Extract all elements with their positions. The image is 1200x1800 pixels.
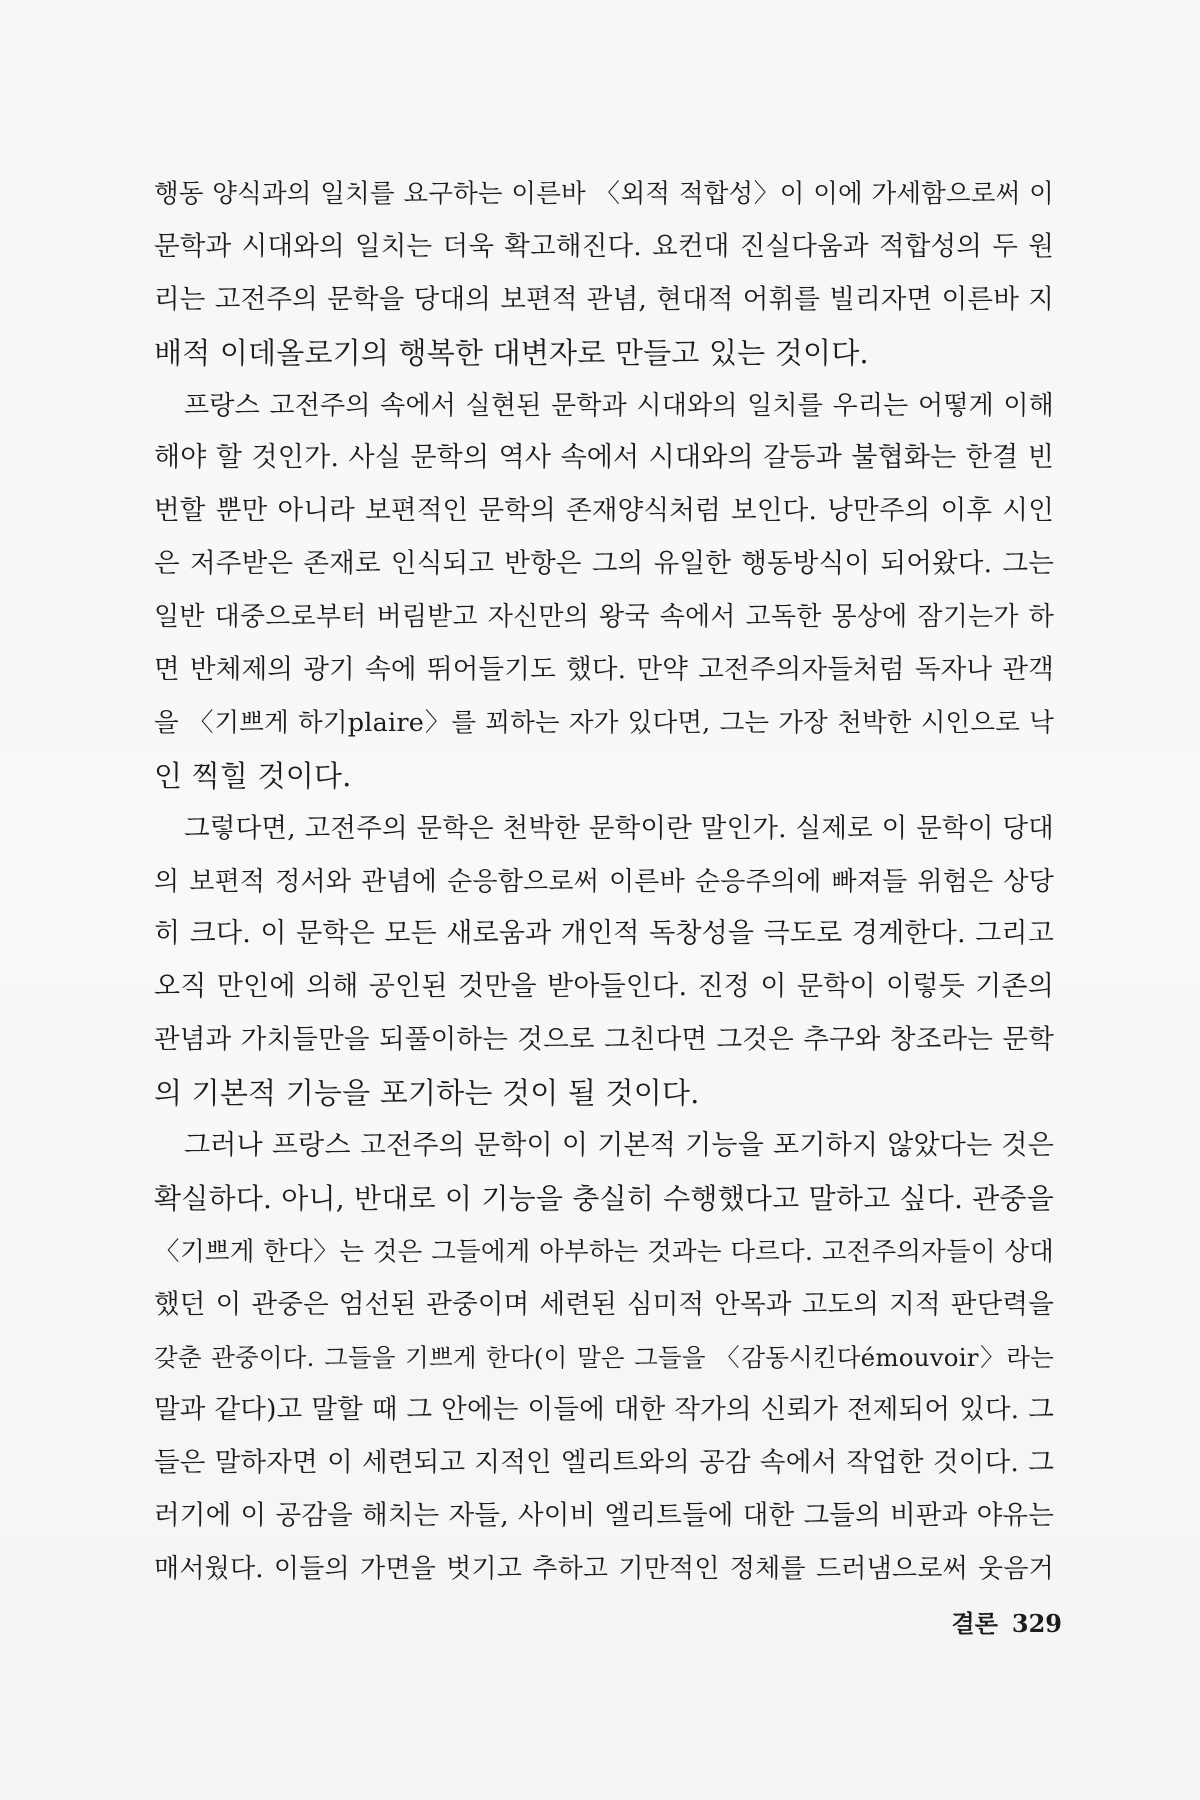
text-line: 을 〈기쁘게 하기plaire〉를 꾀하는 자가 있다면, 그는 가장 천박한 시인으로 낙 [154,707,1054,738]
body-text [154,168,1054,1596]
text-line: 그러나 프랑스 고전주의 문학이 이 기본적 기능을 포기하지 않았다는 것은 [184,1130,1054,1162]
text-line: 러기에 이 공감을 해치는 자들, 사이비 엘리트들에 대한 그들의 비판과 야유는 [154,1500,1054,1532]
section-title: 결론 [951,1609,998,1638]
text-line: 일반 대중으로부터 버림받고 자신만의 왕국 속에서 고독한 몽상에 잠기는가 하 [154,602,1054,633]
text-line: 〈기쁘게 한다〉는 것은 그들에게 아부하는 것과는 다르다. 고전주의자들이 상대 [154,1236,1054,1267]
text-line: 했던 이 관중은 엄선된 관중이며 세련된 심미적 안목과 고도의 지적 판단력을 [154,1288,1054,1320]
text-line: 문학과 시대와의 일치는 더욱 확고해진다. 요컨대 진실다움과 적합성의 두 원 [154,230,1054,262]
text-line: 해야 할 것인가. 사실 문학의 역사 속에서 시대와의 갈등과 불협화는 한결 빈 [154,442,1054,474]
text-line: 의 기본적 기능을 포기하는 것이 될 것이다. [154,1076,700,1111]
text-line: 번할 뿐만 아니라 보편적인 문학의 존재양식처럼 보인다. 낭만주의 이후 시인 [154,495,1054,527]
text-line: 리는 고전주의 문학을 당대의 보편적 관념, 현대적 어휘를 빌리자면 이른바 지 [154,283,1054,315]
text-line: 의 보편적 정서와 관념에 순응함으로써 이른바 순응주의에 빠져들 위험은 상당 [154,866,1054,897]
text-line: 그렇다면, 고전주의 문학은 천박한 문학이란 말인가. 실제로 이 문학이 당대 [184,812,1054,844]
text-line: 관념과 가치들만을 되풀이하는 것으로 그친다면 그것은 추구와 창조라는 문학 [154,1024,1054,1056]
text-line: 프랑스 고전주의 속에서 실현된 문학과 시대와의 일치를 우리는 어떻게 이해 [184,390,1054,421]
text-line: 은 저주받은 존재로 인식되고 반항은 그의 유일한 행동방식이 되어왔다. 그는 [154,548,1054,580]
text-line: 인 찍힐 것이다. [154,758,352,793]
text-line: 들은 말하자면 이 세련되고 지적인 엘리트와의 공감 속에서 작업한 것이다. 그 [154,1447,1054,1479]
text-line: 히 크다. 이 문학은 모든 새로움과 개인적 독창성을 극도로 경계한다. 그리고 [154,918,1054,950]
text-line: 확실하다. 아니, 반대로 이 기능을 충실히 수행했다고 말하고 싶다. 관중을 [154,1181,1054,1215]
text-line: 오직 만인에 의해 공인된 것만을 받아들인다. 진정 이 문학이 이렇듯 기존의 [154,971,1054,1003]
page-number: 329 [1011,1609,1062,1638]
text-line: 배적 이데올로기의 행복한 대변자로 만들고 있는 것이다. [154,335,869,370]
page-footer [922,1604,1062,1639]
text-line: 행동 양식과의 일치를 요구하는 이른바 〈외적 적합성〉이 이에 가세함으로써 이 [154,179,1054,209]
text-line: 매서웠다. 이들의 가면을 벗기고 추하고 기만적인 정체를 드러냄으로써 웃음거 [154,1554,1054,1585]
text-line: 말과 같다)고 말할 때 그 안에는 이들에 대한 작가의 신뢰가 전제되어 있다. 그 [154,1394,1054,1426]
text-line: 갖춘 관중이다. 그들을 기쁘게 한다(이 말은 그들을 〈감동시킨다émouvoir〉라는 [154,1342,1054,1372]
text-line: 면 반체제의 광기 속에 뛰어들기도 했다. 만약 고전주의자들처럼 독자나 관객 [154,654,1054,686]
